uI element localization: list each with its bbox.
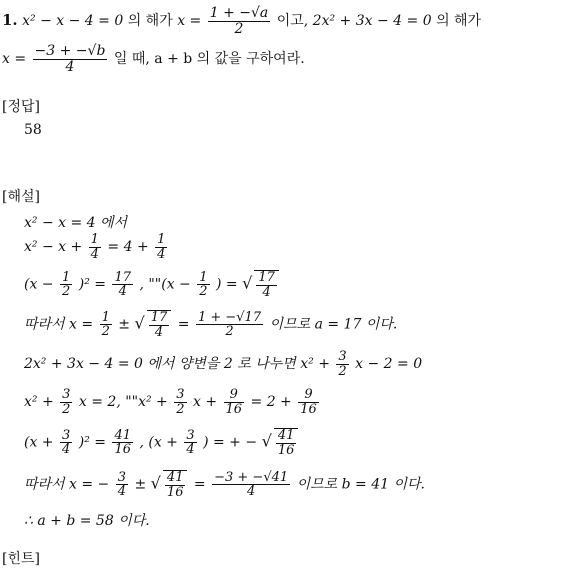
solution-line-9 [24, 510, 150, 530]
solution-line-4 [24, 310, 397, 339]
fraction [112, 429, 133, 457]
problem-text: 이고, [276, 13, 309, 30]
fraction-numerator: 3 [62, 427, 71, 443]
fraction [196, 311, 263, 339]
square-root: √ $\frac{17}{4}$ [134, 310, 173, 339]
fraction [116, 471, 128, 499]
square-root: √ $\frac{41}{16}$ [151, 470, 190, 499]
fraction-numerator: 3 [117, 469, 127, 485]
math-text: x² + [24, 394, 54, 411]
fraction-denominator: 4 [90, 246, 99, 262]
solution-line-1 [24, 212, 127, 232]
fraction [112, 271, 133, 299]
fraction-denominator: 2 [101, 324, 110, 340]
fraction-numerator: 41 [114, 427, 131, 443]
fraction-denominator: 4 [262, 284, 271, 300]
fraction-denominator: 2 [225, 324, 234, 340]
fraction-numerator: 3 [186, 427, 195, 443]
math-text: 이므로 b = 41 이다. [296, 476, 425, 493]
fraction-denominator: 2 [176, 401, 185, 417]
fraction-denominator: 16 [300, 401, 317, 417]
math-text: (x + [24, 434, 54, 451]
math-text: ± [134, 476, 147, 493]
problem-line-1 [2, 6, 481, 36]
fraction-denominator: 4 [186, 442, 195, 458]
fraction [33, 44, 108, 74]
fraction-numerator: 1 [157, 232, 166, 247]
solution-line-7 [24, 428, 300, 457]
fraction [155, 233, 167, 261]
fraction-denominator: 4 [118, 284, 127, 300]
fraction-denominator: 2 [199, 284, 208, 300]
math-text: x + [192, 394, 218, 411]
solution-header: [해설] [2, 189, 40, 205]
solution-line-5 [24, 350, 422, 378]
math-text: (x − [24, 276, 54, 293]
fraction [100, 311, 112, 339]
solution-line-8 [24, 470, 425, 499]
fraction-denominator: 4 [117, 484, 127, 500]
fraction [208, 6, 271, 36]
equation-1: x² − x − 4 = 0 [22, 13, 124, 30]
math-text: x = [177, 13, 202, 30]
fraction [60, 388, 72, 416]
math-text: ) = + − [203, 434, 258, 451]
math-text: )² = [78, 276, 106, 293]
math-text: 따라서 x = − [24, 476, 110, 493]
problem-text: 의 해가 [127, 13, 173, 30]
fraction [224, 388, 245, 416]
fraction-denominator: 16 [277, 442, 295, 458]
fraction-numerator: 1 + −√17 [197, 309, 262, 325]
fraction [298, 388, 319, 416]
fraction-denominator: 16 [114, 442, 131, 458]
fraction-denominator: 2 [234, 20, 244, 37]
math-text: 2x² + 3x − 4 = 0 에서 양변을 2 로 나누면 x² + [24, 356, 330, 373]
answer-header: [정답] [2, 99, 40, 115]
fraction-numerator: −3 + −√41 [214, 469, 289, 485]
math-text: x = 2, ""x² + [78, 394, 168, 411]
problem-number: 1. [2, 11, 18, 30]
fraction-numerator: 41 [166, 470, 184, 485]
fraction-denominator: 2 [338, 363, 347, 379]
fraction-numerator: 1 [62, 269, 71, 285]
math-text: ∴ a + b = 58 이다. [24, 513, 150, 529]
fraction [197, 271, 209, 299]
fraction-denominator: 2 [62, 284, 71, 300]
fraction [174, 388, 186, 416]
fraction-numerator: 9 [298, 388, 319, 403]
fraction-numerator: 3 [62, 387, 71, 402]
fraction-numerator: 1 + −√a [209, 5, 269, 21]
fraction-denominator: 4 [154, 324, 164, 340]
solution-line-3 [24, 270, 281, 299]
fraction [60, 429, 72, 457]
fraction-numerator: 1 [90, 232, 99, 247]
fraction-numerator: 17 [114, 269, 131, 285]
fraction-denominator: 16 [225, 401, 243, 417]
math-text: x − 2 = 0 [355, 356, 423, 373]
fraction [336, 350, 348, 378]
math-text: , ""(x − [139, 276, 191, 293]
fraction-denominator: 4 [62, 442, 71, 458]
math-text: = [177, 316, 190, 333]
problem-text: 일 때, a + b 의 값을 구하여라. [113, 51, 305, 68]
fraction-numerator: 1 [101, 309, 110, 325]
fraction [184, 429, 196, 457]
square-root: √ $\frac{41}{16}$ [262, 428, 301, 457]
fraction [60, 271, 72, 299]
fraction-denominator: 16 [166, 484, 184, 500]
problem-line-2 [2, 44, 305, 74]
math-text: ) = [215, 276, 238, 293]
fraction-denominator: 4 [157, 246, 166, 262]
math-text: x² − x + [24, 239, 83, 256]
fraction-numerator: 1 [199, 269, 208, 285]
fraction-denominator: 2 [62, 401, 71, 417]
solution-line-2 [24, 233, 169, 261]
problem-text: 의 해가 [436, 13, 482, 30]
answer-value: 58 [24, 122, 42, 138]
fraction [212, 471, 290, 499]
fraction-denominator: 4 [65, 58, 75, 75]
square-root: √ $\frac{17}{4}$ [242, 270, 281, 299]
math-text: = 2 + [250, 394, 292, 411]
math-text: 따라서 x = [24, 316, 94, 333]
fraction-numerator: 41 [277, 428, 295, 443]
equation-2: 2x² + 3x − 4 = 0 [312, 13, 432, 30]
fraction-numerator: 9 [224, 388, 245, 403]
fraction-numerator: 17 [258, 270, 275, 285]
fraction-numerator: −3 + −√b [34, 43, 106, 59]
solution-line-6 [24, 388, 321, 416]
fraction [89, 233, 101, 261]
hint-header: [힌트] [2, 551, 40, 567]
math-text: ± [118, 316, 131, 333]
math-text: )² = [78, 434, 106, 451]
fraction-numerator: 3 [338, 349, 347, 364]
math-text: x = [2, 51, 27, 68]
math-text: , (x + [139, 434, 178, 451]
fraction-numerator: 3 [176, 387, 185, 402]
fraction-denominator: 4 [246, 484, 256, 500]
math-text: x² − x = 4 에서 [24, 215, 128, 231]
math-text: = 4 + [107, 239, 149, 256]
math-text: 이므로 a = 17 이다. [269, 316, 398, 333]
math-text: = [193, 476, 206, 493]
fraction-numerator: 17 [150, 310, 168, 325]
